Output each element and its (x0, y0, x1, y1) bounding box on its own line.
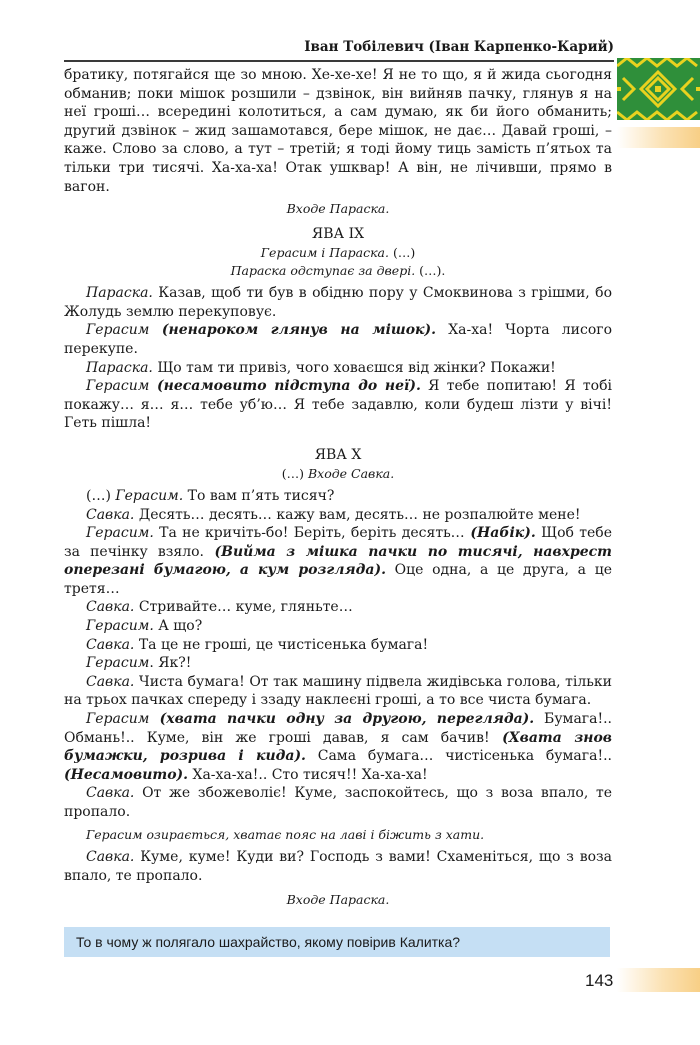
dialogue-line: Герасим (ненароком глянув на мішок). Ха-ха! Чорта лисого перекупе. (64, 322, 613, 357)
embroidery-ornament-icon (617, 58, 700, 120)
question-box (64, 927, 610, 957)
scene-characters: Герасим і Параска. (…) (260, 245, 416, 261)
dialogue-line: Герасим (несамовито підступа до неї). Я тебе попитаю! Я тобі покажу… я… я… тебе уб’ю… Я тебе задавлю, коли будеш лізти у вічі! Геть пішла! (64, 378, 612, 432)
dialogue-line: (…) Герасим. То вам п’ять тисяч? (86, 487, 335, 504)
dialogue-line: Герасим. Як?! (86, 655, 192, 672)
question-text: То в чому ж полягало шахрайство, якому повірив Калитка? (76, 934, 461, 950)
scene-note: (…) Входе Савка. (281, 465, 395, 481)
play-text (64, 66, 612, 909)
dialogue-line: Савка. Стривайте… куме, гляньте… (86, 599, 353, 616)
scene-title: ЯВА X (314, 446, 362, 463)
dialogue-line: Параска. Що там ти привіз, чого ховаєшся від жінки? Покажи! (86, 359, 556, 376)
dialogue-line: Герасим. Та не кричіть-бо! Беріть, беріть десять… (Набік). Щоб тебе за печінку взяло. (Вийма з мішка пачки по тисячі, навхрест оперезані бумагою, а кум розгляда). Оце одна, а це друга, а це третя… (64, 525, 612, 597)
dialogue-line: Герасим. А що? (86, 618, 203, 635)
decor-stripe (617, 968, 700, 992)
running-header (64, 36, 614, 62)
stage-direction: Входе Параска. (286, 892, 390, 908)
dialogue-line: Савка. От же збожеволіє! Куме, заспокойтесь, що з воза впало, те пропало. (64, 785, 612, 820)
scene-note: Параска одступає за двері. (…). (230, 263, 446, 279)
dialogue-line: Савка. Та це не гроші, це чистісенька бумага! (86, 636, 429, 653)
dialogue-line: Герасим (хвата пачки одну за другою, перегляда). Бумага!.. Обмань!.. Куме, він же гроші давав, я сам бачив! (Хвата знов бумажки, розрива і кида). Сама бумага… чистісенька бумага!.. (Несамовито). Ха-ха-ха!.. Сто тисяч!! Ха-ха-ха! (64, 711, 612, 783)
dialogue-line: Савка. Куме, куме! Куди ви? Господь з вами! Схаменіться, що з воза впало, те пропало. (64, 849, 612, 884)
page-number: 143 (585, 971, 614, 990)
dialogue-line: Савка. Десять… десять… кажу вам, десять… не розпалюйте мене! (86, 506, 581, 523)
dialogue-line: Савка. Чиста бумага! От так машину підвела жидівська голова, тільки на трьох пачках спереду і ззаду наклеєні гроші, а то все чиста бумага. (64, 673, 612, 709)
scene-title: ЯВА IX (311, 226, 365, 243)
dialogue-line: Параска. Казав, щоб ти був в обідню пору у Смоквинова з грішми, бо Жолудь землю перекуповує. (64, 285, 612, 320)
running-title: Іван Тобілевич (Іван Карпенко-Карий) (304, 39, 614, 55)
paragraph: братику, потягайся ще зо мною. Хе-хе-хе! Я не то що, я й жида сьогодня обманив; поки мішок розшили – дзвінок, він вийняв пачку, глянув я на неї гроші… всередині колотиться, а сам думаю, як би його обманить; другий дзвінок – жид зашамотався, бере мішок, не дає… Давай гроші, – каже. Слово за слово, а тут – третій; я тоді йому тиць замість п’ятьох та тільки три тисячі. Ха-ха-ха! Отак ушквар! А він, не лічивши, прямо в вагон. (64, 67, 612, 195)
decor-stripe (617, 127, 700, 148)
stage-direction: Входе Параска. (286, 201, 390, 217)
stage-direction: Герасим озирається, хватає пояс на лаві і біжить з хати. (86, 826, 485, 842)
